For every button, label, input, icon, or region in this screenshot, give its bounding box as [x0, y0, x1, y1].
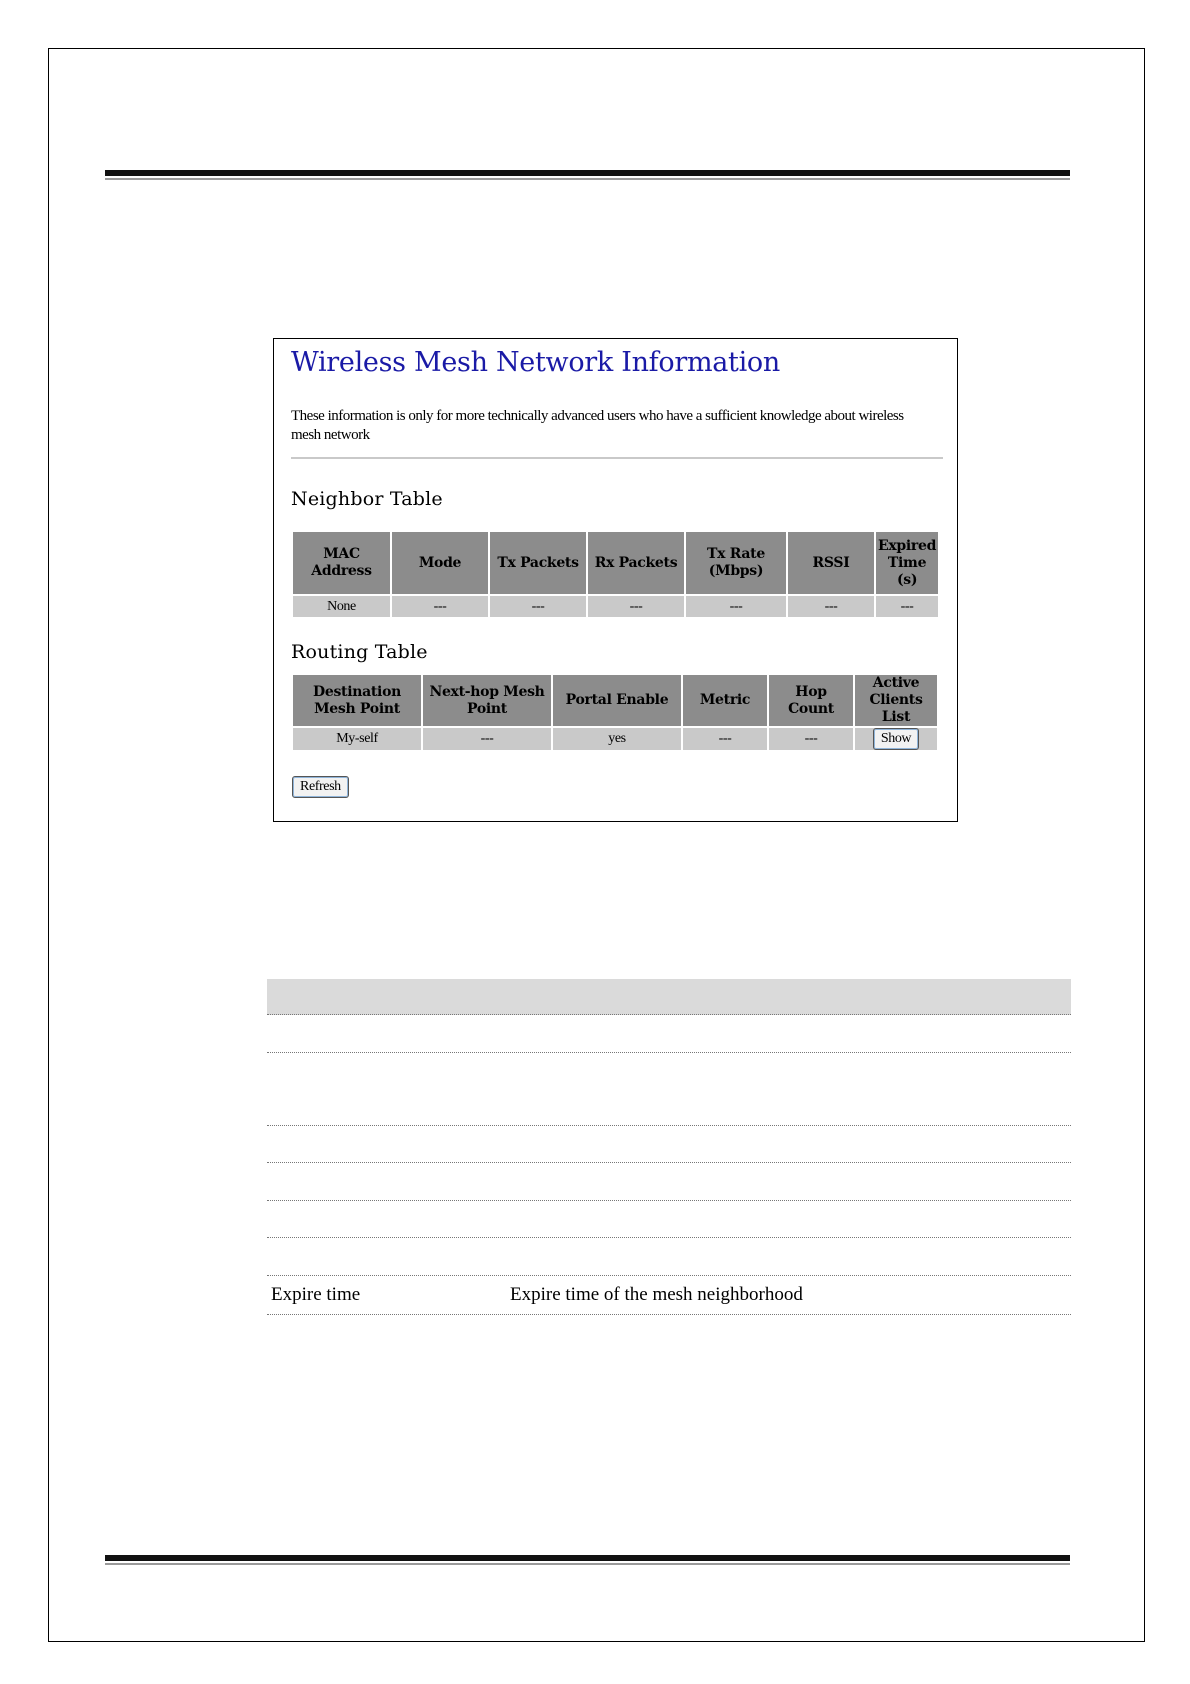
col-portal-enable: Portal Enable: [553, 675, 681, 726]
description-table: [267, 979, 1071, 1315]
col-expired-time: Expired Time (s): [876, 532, 938, 594]
col-mode: Mode: [392, 532, 488, 594]
table-cell: None: [293, 596, 390, 617]
col-next-hop-mesh-point: Next-hop Mesh Point: [423, 675, 551, 726]
col-tx-rate: Tx Rate (Mbps): [686, 532, 786, 594]
col-rssi: RSSI: [788, 532, 874, 594]
table-cell: yes: [553, 728, 681, 750]
table-row: [293, 596, 938, 617]
table-row: [267, 1276, 1071, 1315]
neighbor-table: [291, 530, 940, 619]
row-label: Expire time: [271, 1284, 361, 1305]
table-cell: ---: [683, 728, 767, 750]
mesh-info-screenshot: [273, 338, 958, 822]
header-rule: [105, 170, 1070, 180]
row-description: Expire time of the mesh neighborhood: [510, 1284, 803, 1305]
col-mac-address: MAC Address: [293, 532, 390, 594]
table-row: [293, 728, 937, 750]
page-title: Wireless Mesh Network Information: [291, 347, 780, 378]
col-metric: Metric: [683, 675, 767, 726]
table-cell: [855, 728, 937, 750]
table-row: [267, 1163, 1071, 1201]
footer-rule: [105, 1555, 1070, 1565]
table-row: [267, 1126, 1071, 1163]
table-cell: ---: [588, 596, 684, 617]
table-cell: ---: [490, 596, 586, 617]
col-tx-packets: Tx Packets: [490, 532, 586, 594]
table-row: [267, 1201, 1071, 1238]
table-cell: ---: [788, 596, 874, 617]
divider: [291, 457, 943, 459]
routing-table: [291, 673, 939, 752]
col-active-clients-list: Active Clients List: [855, 675, 937, 726]
table-cell: ---: [876, 596, 938, 617]
table-cell: ---: [686, 596, 786, 617]
refresh-button[interactable]: Refresh: [292, 776, 349, 798]
description-table-header: [267, 979, 1071, 1015]
table-row: [267, 1015, 1071, 1053]
page-border: [48, 48, 1145, 1642]
table-cell: ---: [769, 728, 853, 750]
table-cell: ---: [392, 596, 488, 617]
col-rx-packets: Rx Packets: [588, 532, 684, 594]
table-cell: ---: [423, 728, 551, 750]
table-cell: My-self: [293, 728, 421, 750]
col-hop-count: Hop Count: [769, 675, 853, 726]
col-destination-mesh-point: Destination Mesh Point: [293, 675, 421, 726]
table-row: [267, 1053, 1071, 1126]
routing-table-title: Routing Table: [291, 641, 428, 663]
page-description: These information is only for more technically advanced users who have a sufficient knowledge about wireless mesh network: [291, 408, 904, 443]
neighbor-table-title: Neighbor Table: [291, 488, 443, 510]
table-row: [267, 1238, 1071, 1276]
show-clients-button[interactable]: Show: [873, 728, 919, 750]
